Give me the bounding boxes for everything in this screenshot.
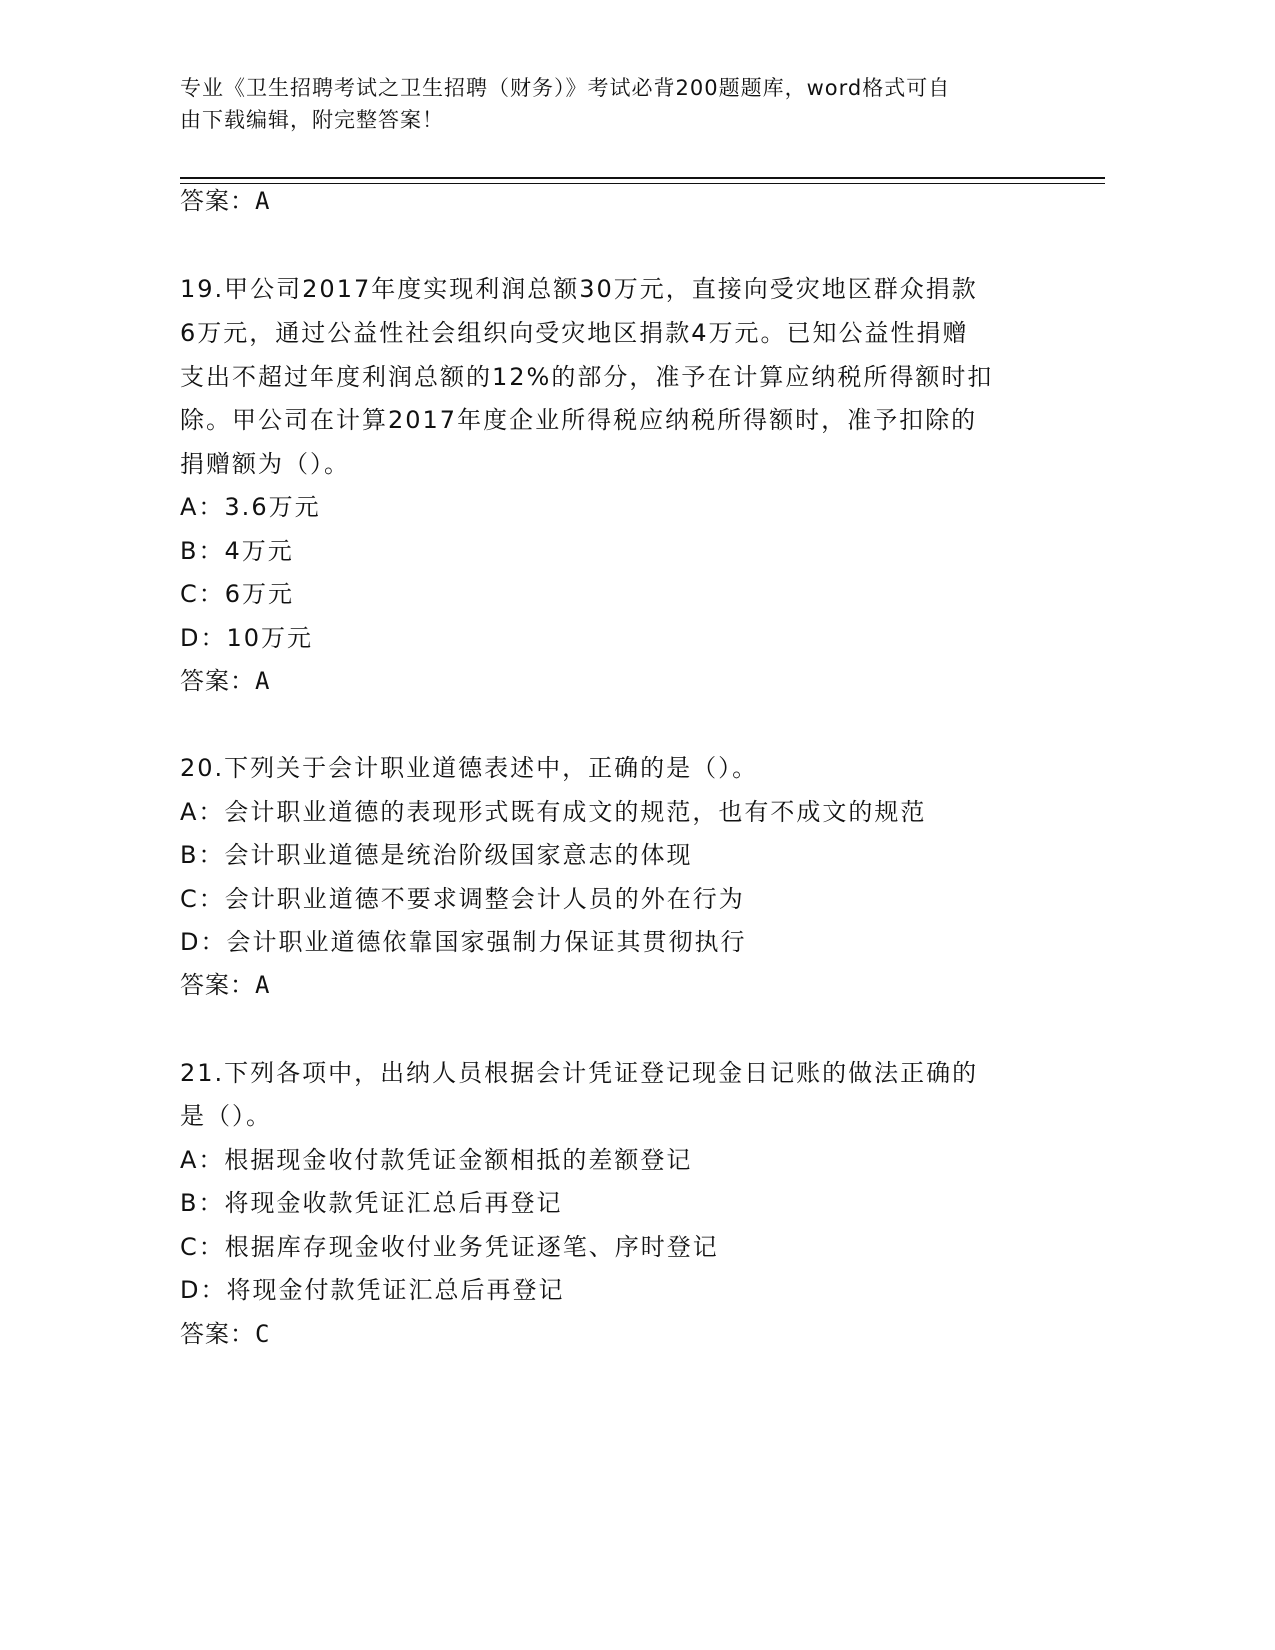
question-21-answer: 答案：C: [180, 1320, 271, 1348]
question-20-stem-line-1: 20.下列关于会计职业道德表述中，正确的是（）。: [180, 754, 759, 782]
question-21-stem-line-1: 21.下列各项中，出纳人员根据会计凭证登记现金日记账的做法正确的: [180, 1059, 979, 1087]
question-20-option-c: C：会计职业道德不要求调整会计人员的外在行为: [180, 885, 745, 913]
question-21-option-a: A：根据现金收付款凭证金额相抵的差额登记: [180, 1146, 693, 1174]
question-19-answer: 答案：A: [180, 667, 271, 695]
question-19-option-a: A：3.6万元: [180, 493, 321, 521]
question-21-stem-line-2: 是（）。: [180, 1102, 272, 1130]
header-divider-thin: [180, 183, 1105, 184]
question-19-stem-line-3: 支出不超过年度利润总额的12%的部分，准予在计算应纳税所得额时扣: [180, 363, 994, 391]
question-19-option-d: D：10万元: [180, 624, 314, 652]
question-19-option-b: B：4万元: [180, 537, 294, 565]
question-19-stem-line-4: 除。甲公司在计算2017年度企业所得税应纳税所得额时，准予扣除的: [180, 406, 978, 434]
question-21-option-d: D：将现金付款凭证汇总后再登记: [180, 1276, 565, 1304]
question-20-option-d: D：会计职业道德依靠国家强制力保证其贯彻执行: [180, 928, 747, 956]
question-19-option-c: C：6万元: [180, 580, 295, 608]
header-title-line-1: 专业《卫生招聘考试之卫生招聘（财务）》考试必背200题题库，word格式可自: [180, 76, 951, 100]
question-19-stem-line-2: 6万元，通过公益性社会组织向受灾地区捐款4万元。已知公益性捐赠: [180, 319, 969, 347]
question-20-option-a: A：会计职业道德的表现形式既有成文的规范，也有不成文的规范: [180, 798, 927, 826]
question-19-stem-line-1: 19.甲公司2017年度实现利润总额30万元，直接向受灾地区群众捐款: [180, 275, 978, 303]
answer-previous: 答案：A: [180, 187, 271, 215]
question-20-option-b: B：会计职业道德是统治阶级国家意志的体现: [180, 841, 693, 869]
header-title-line-2: 由下载编辑，附完整答案！: [180, 108, 444, 132]
header-divider-thick: [180, 177, 1105, 179]
question-20-answer: 答案：A: [180, 971, 271, 999]
question-19-stem-line-5: 捐赠额为（）。: [180, 450, 350, 478]
page-header: [180, 72, 1080, 136]
question-21-option-c: C：根据库存现金收付业务凭证逐笔、序时登记: [180, 1233, 719, 1261]
question-21-option-b: B：将现金收款凭证汇总后再登记: [180, 1189, 563, 1217]
